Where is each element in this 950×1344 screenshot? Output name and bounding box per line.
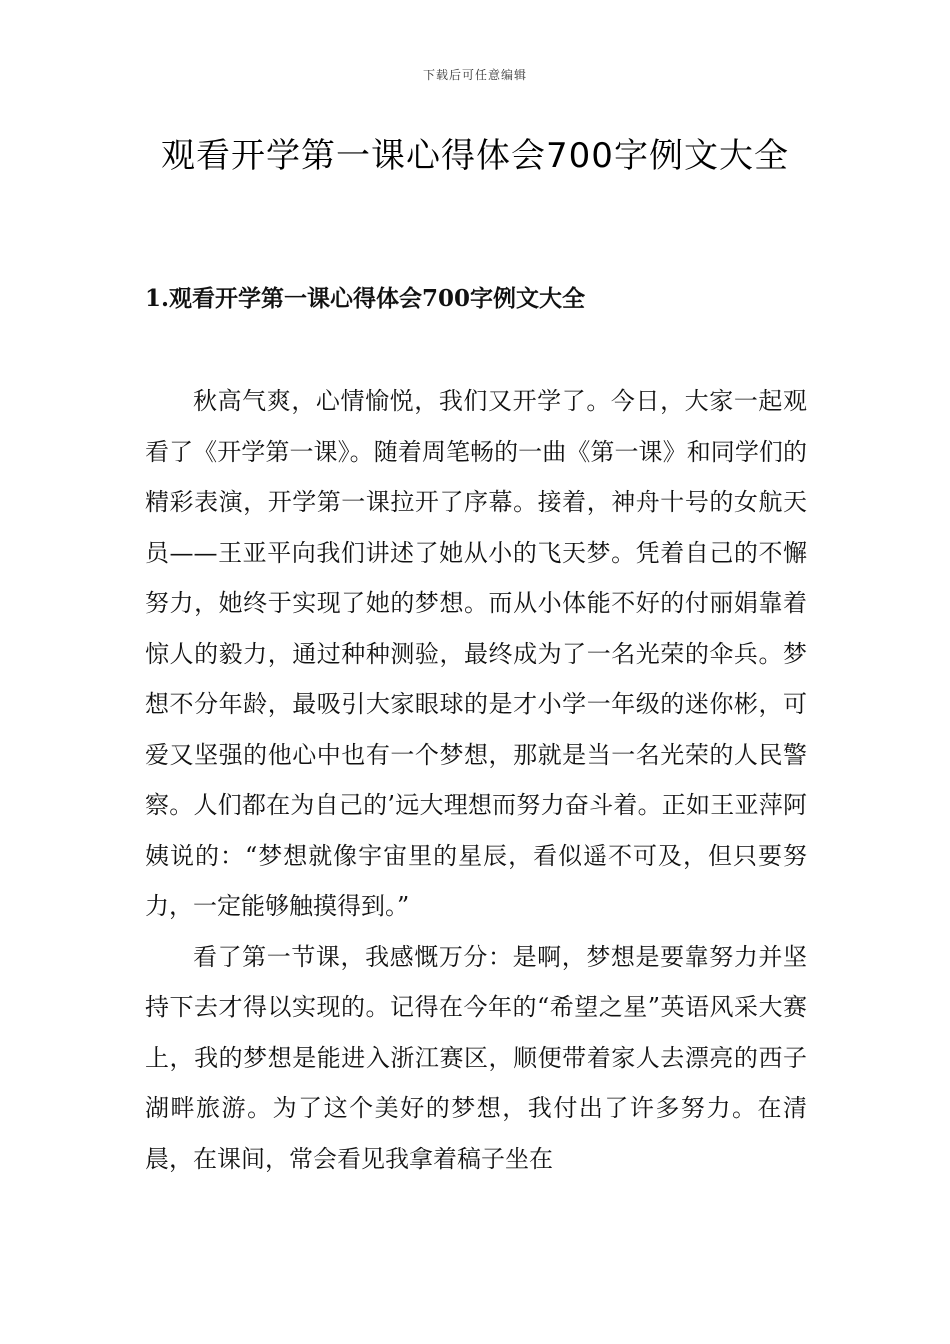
document-title: 观看开学第一课心得体会700字例文大全	[161, 136, 789, 176]
paragraph-2: 看了第一节课，我感慨万分：是啊，梦想是要靠努力并坚持下去才得以实现的。记得在今年的“希望之星”英语风采大赛上，我的梦想是能进入浙江赛区，顺便带着家人去漂亮的西子湖畔旅游。为了这个美好的梦想，我付出了许多努力。在清晨，在课间，常会看见我拿着稿子坐在	[145, 942, 807, 1173]
header-note: 下载后可任意编辑	[422, 68, 527, 82]
paragraph-1: 秋高气爽，心情愉悦，我们又开学了。今日，大家一起观看了《开学第一课》。随着周笔畅的一曲《第一课》和同学们的精彩表演，开学第一课拉开了序幕。接着，神舟十号的女航天员——王亚平向我们讲述了她从小的飞天梦。凭着自己的不懈努力，她终于实现了她的梦想。而从小体能不好的付丽娟靠着惊人的毅力，通过种种测验，最终成为了一名光荣的伞兵。梦想不分年龄，最吸引大家眼球的是才小学一年级的迷你彬，可爱又坚强的他心中也有一个梦想，那就是当一名光荣的人民警察。人们都在为自己的’远大理想而努力奋斗着。正如王亚萍阿姨说的：“梦想就像宇宙里的星辰，看似遥不可及，但只要努力，一定能够触摸得到。”	[145, 387, 807, 920]
body-text	[145, 376, 807, 1184]
section-heading: 1.观看开学第一课心得体会700字例文大全	[145, 285, 586, 312]
